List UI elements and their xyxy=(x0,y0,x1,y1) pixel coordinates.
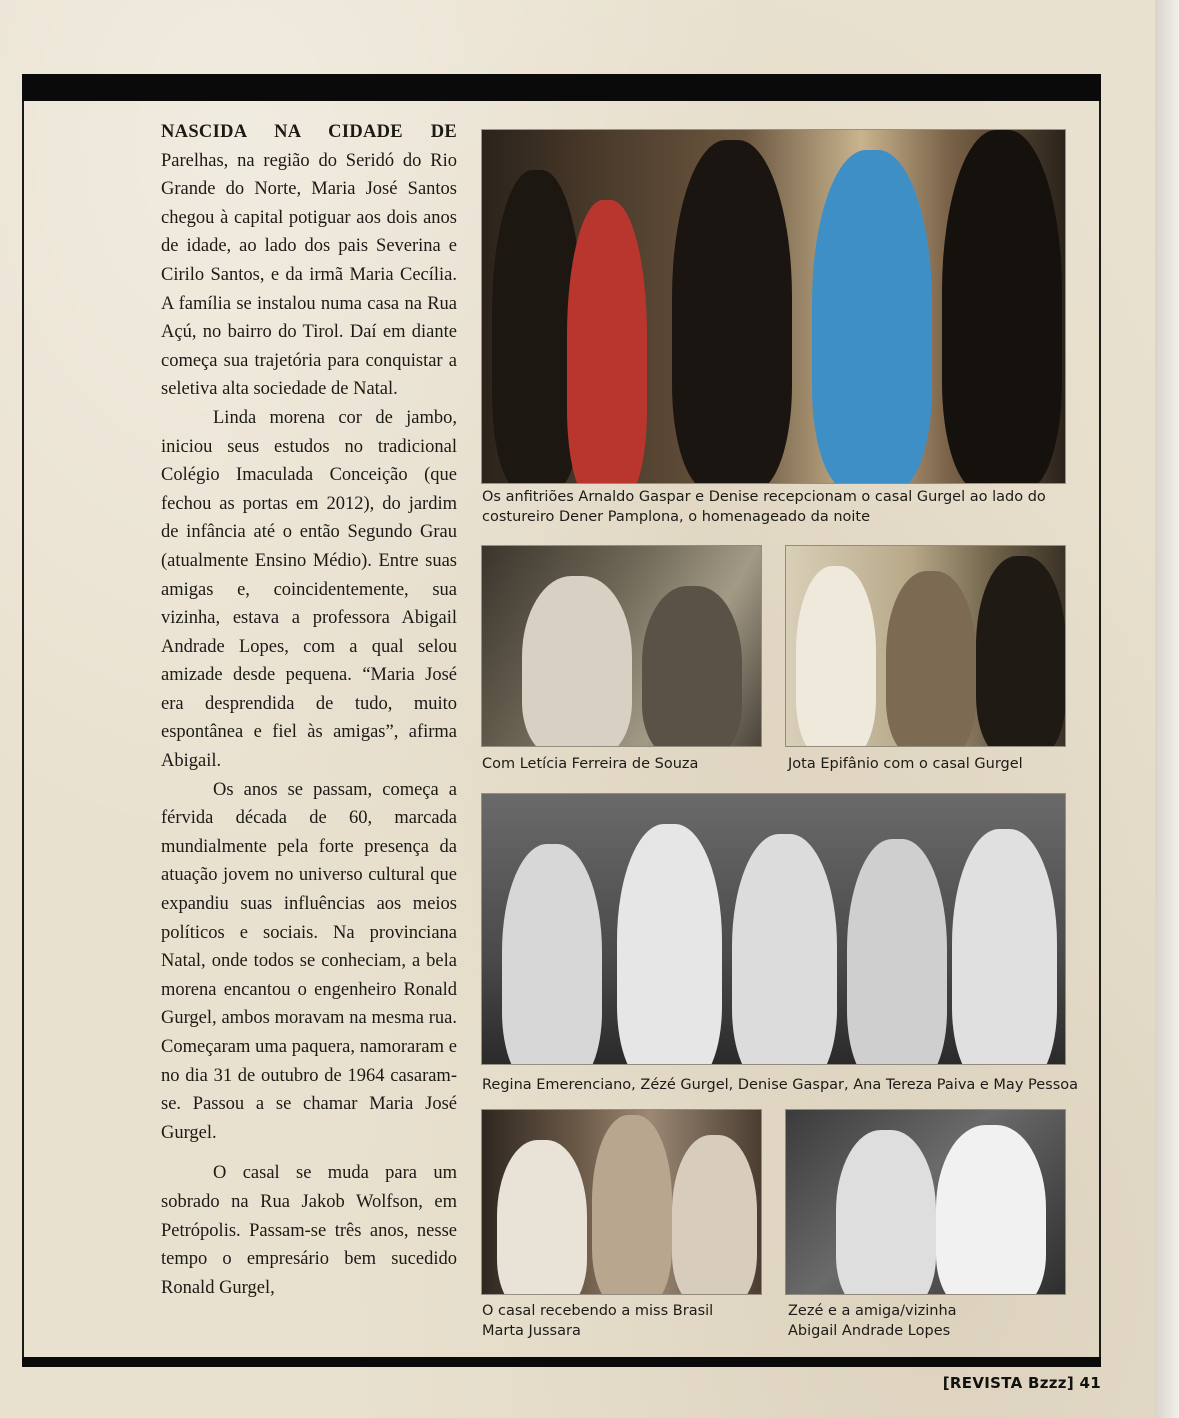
photo-party-hosts xyxy=(482,130,1065,483)
frame-left-rule xyxy=(22,101,24,1357)
photo-jota-epifanio xyxy=(786,546,1065,746)
photo-miss-brasil xyxy=(482,1110,761,1294)
photo-group-five-women xyxy=(482,794,1065,1064)
photo-zeze-abigail xyxy=(786,1110,1065,1294)
page-edge xyxy=(1155,0,1179,1418)
caption-photo-group-five-women: Regina Emerenciano, Zézé Gurgel, Denise Gaspar, Ana Tereza Paiva e May Pessoa xyxy=(482,1077,1079,1093)
article-paragraph-2: Linda morena cor de jambo, iniciou seus estudos no tradicional Colégio Imaculada Conceição (que fechou as portas em 2012), do jardim de infância até o então Segundo Grau (atualmente Ensino Médio). Entre suas amigas e, coincidentemente, sua vizinha, estava a professora Abigail Andrade Lopes, com a qual selou amizade desde pequena. “Maria José era desprendida de tudo, muito espontânea e fiel às amigas”, afirma Abigail. xyxy=(161,407,457,772)
caption-photo-party-hosts: Os anfitriões Arnaldo Gaspar e Denise recepcionam o casal Gurgel ao lado do costureiro Dener Pamplona, o homenageado da noite xyxy=(482,489,1046,525)
photo-leticia xyxy=(482,546,761,746)
article-body xyxy=(161,118,457,1302)
article-paragraph-4: O casal se muda para um sobrado na Rua Jakob Wolfson, em Petrópolis. Passam-se três anos, nesse tempo o empresário bem sucedido Ronald Gurgel, xyxy=(161,1163,457,1298)
article-paragraph-1: NASCIDA NA CIDADE DE Parelhas, na região do Seridó do Rio Grande do Norte, Maria José Santos chegou à capital potiguar aos dois anos de idade, ao lado dos pais Severina e Cirilo Santos, e da irmã Maria Cecília. A família se instalou numa casa na Rua Açú, no bairro do Tirol. Daí em diante começa sua trajetória para conquistar a seletiva alta sociedade de Natal. xyxy=(161,122,457,400)
frame-right-rule xyxy=(1099,101,1101,1357)
lead-in: NASCIDA NA CIDADE DE xyxy=(161,122,457,142)
article-paragraph-3: Os anos se passam, começa a férvida década de 60, marcada mundialmente pela forte presença da atuação jovem no universo cultural que expandiu suas influências aos meios políticos e sociais. Na provinciana Natal, onde todos se conheciam, a bela morena encantou o engenheiro Ronald Gurgel, ambos moravam na mesma rua. Começaram uma paquera, namoraram e no dia 31 de outubro de 1964 casaram-se. Passou a se chamar Maria José Gurgel. xyxy=(161,779,457,1143)
caption-photo-jota-epifanio: Jota Epifânio com o casal Gurgel xyxy=(788,756,1023,772)
caption-photo-miss-brasil: O casal recebendo a miss Brasil Marta Jussara xyxy=(482,1303,714,1339)
top-rule xyxy=(22,74,1101,101)
page-folio: [REVISTA Bzzz] 41 xyxy=(942,1374,1101,1392)
caption-photo-zeze-abigail: Zezé e a amiga/vizinha Abigail Andrade Lopes xyxy=(788,1303,957,1339)
bottom-rule xyxy=(22,1357,1101,1367)
caption-photo-leticia: Com Letícia Ferreira de Souza xyxy=(482,756,699,772)
